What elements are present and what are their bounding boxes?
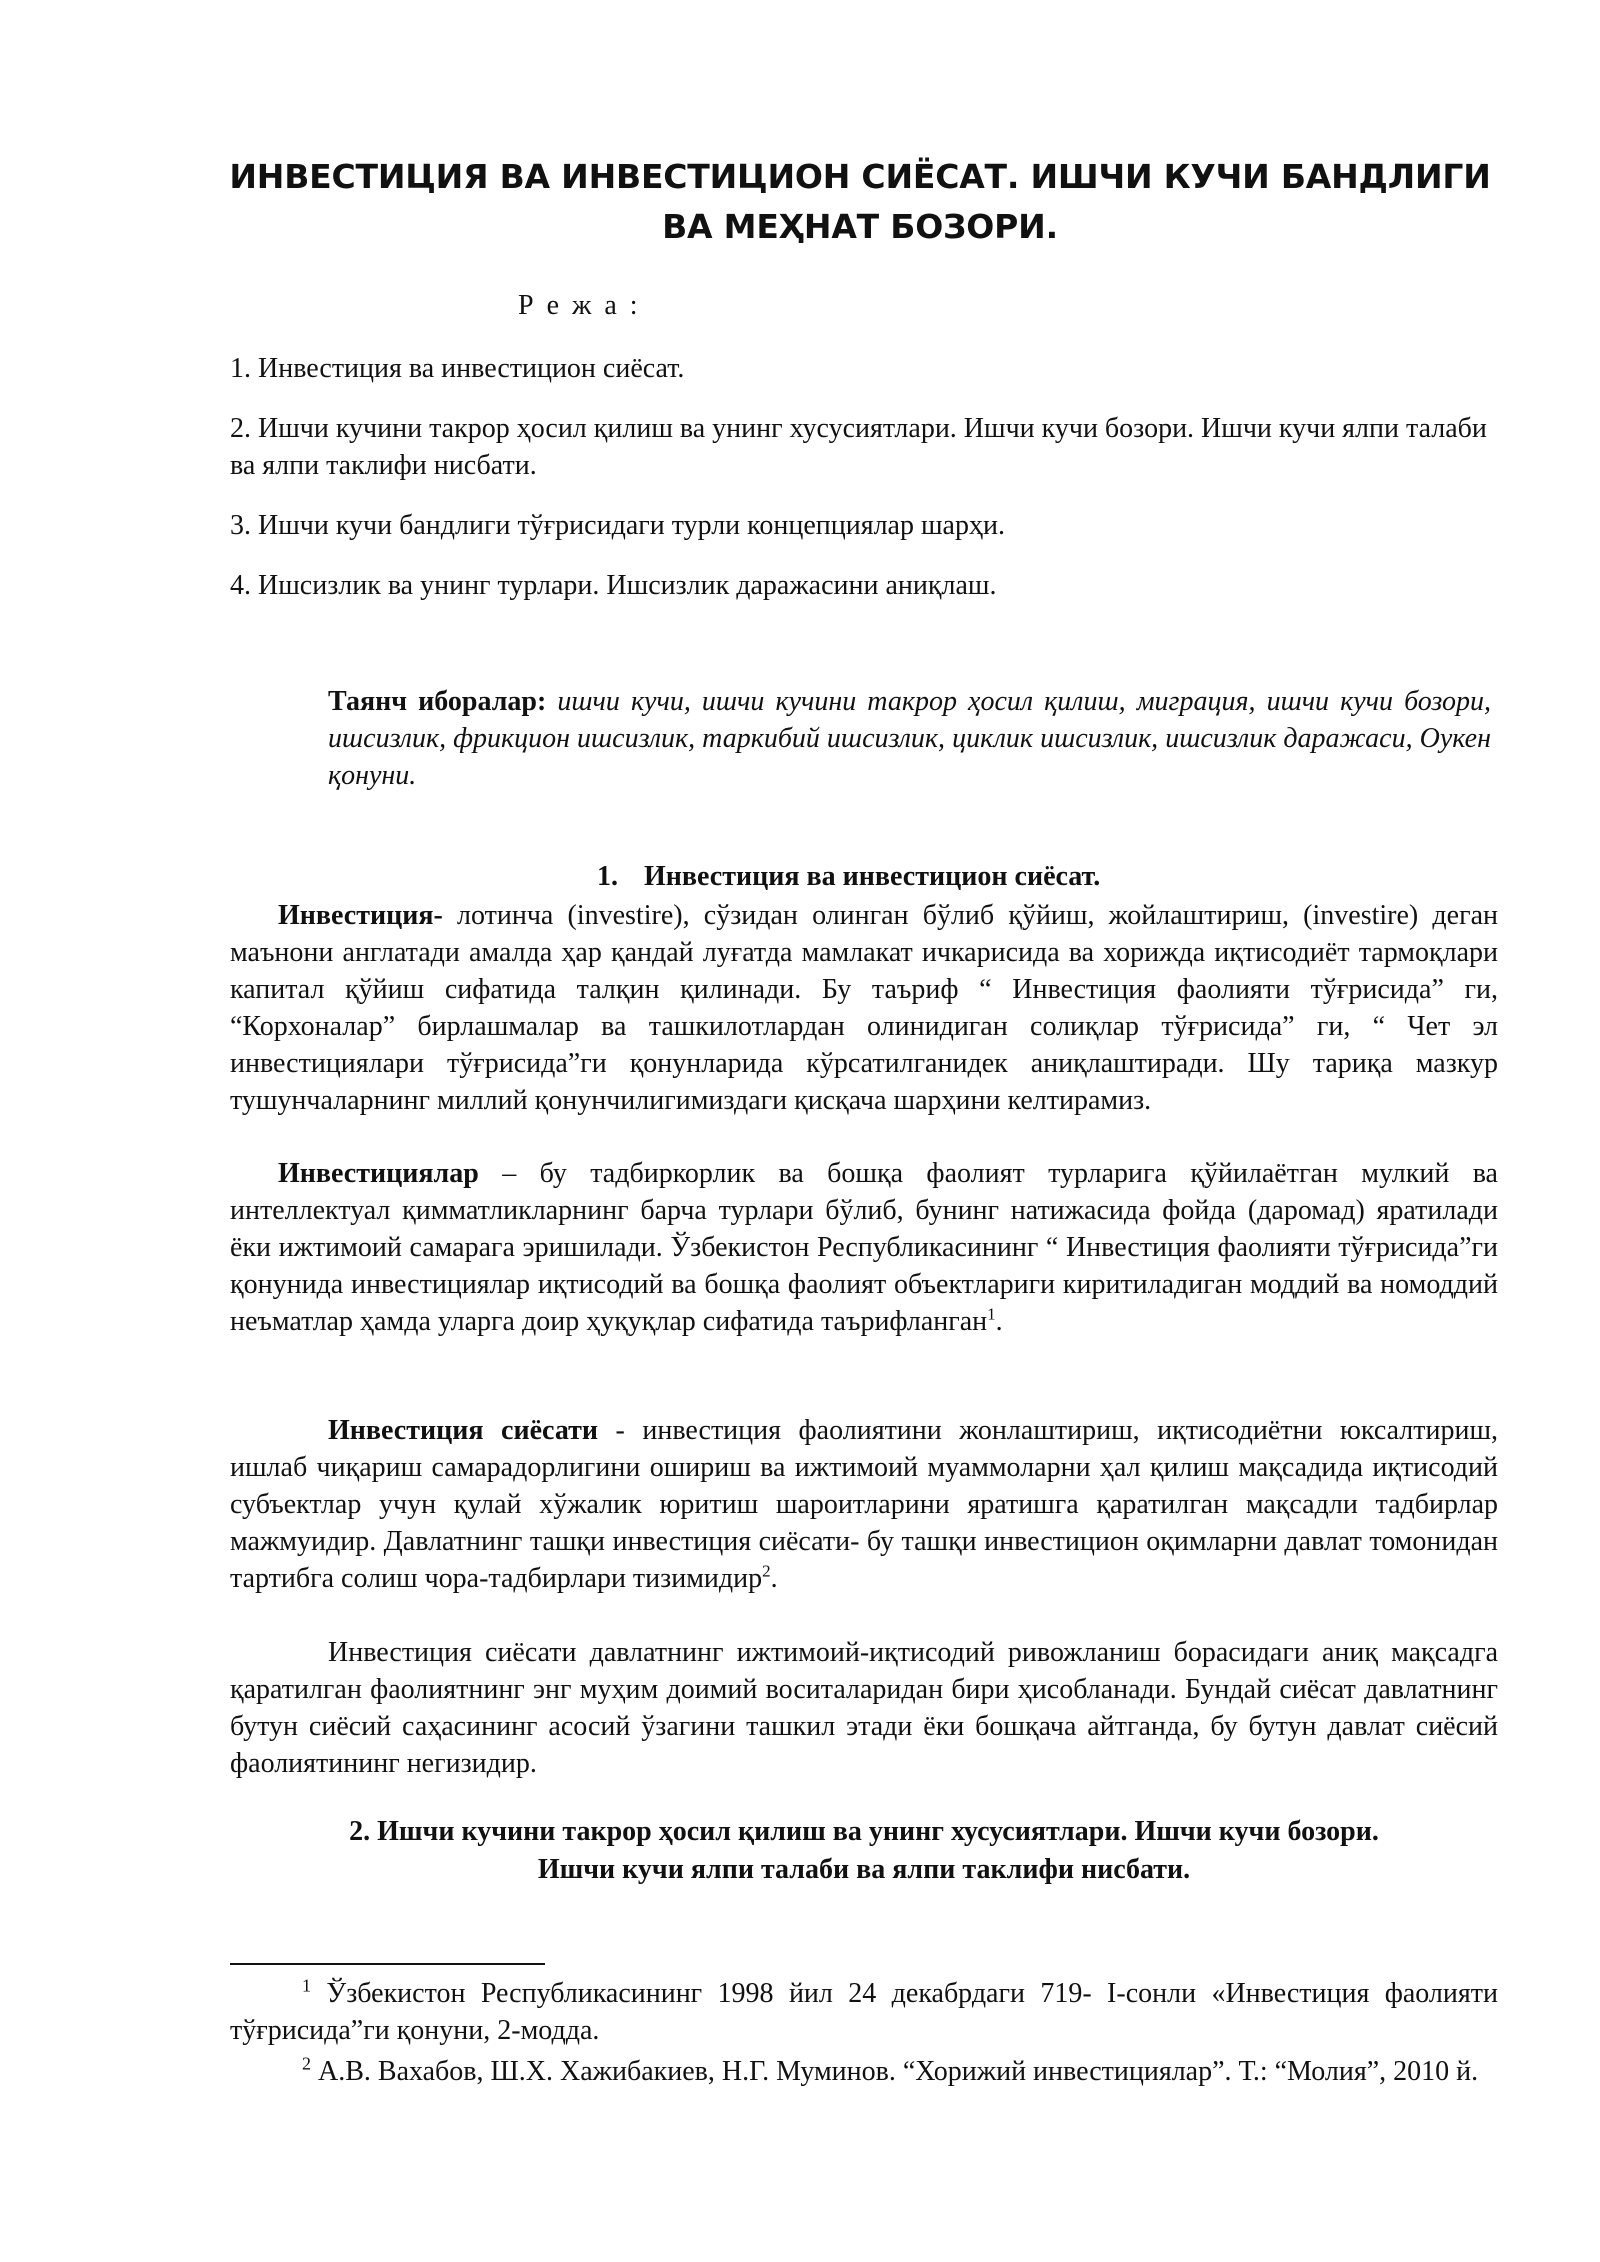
paragraph	[230, 1155, 1498, 1340]
footnote-separator	[230, 1963, 545, 1965]
paragraph-text: - инвестиция фаолиятини жонлаштириш, иқтисодиётни юксалтириш, ишлаб чиқариш самарадорлигини ошириш ва ижтимоий муаммоларни ҳал қилиш мақсадида иқтисодий субъектлар учун қулай хўжалик юритиш шароитларини яратишга қаратилган мақсадли тадбирлар мажмуидир. Давлатнинг ташқи инвестиция сиёсати- бу ташқи инвестицион оқимларни давлат томонидан тартибга солиш чора-тадбирлари тизимидир	[230, 1415, 1499, 1594]
footnote-mark: 2	[302, 2053, 311, 2074]
key-terms-label: Таянч иборалар:	[328, 686, 547, 717]
section-title: Инвестиция ва инвестицион сиёсат.	[644, 861, 1101, 892]
paragraph-end: .	[770, 1563, 778, 1594]
key-terms	[328, 683, 1491, 794]
paragraph-end: .	[995, 1306, 1003, 1337]
paragraph	[230, 1412, 1498, 1597]
paragraph-term: Инвестициялар	[278, 1158, 479, 1189]
plan-item: 4. Ишсизлик ва унинг турлари. Ишсизлик даражасини аниқлаш.	[230, 570, 997, 601]
footnote	[230, 1975, 1498, 2049]
section-2-heading	[230, 1813, 1498, 1889]
paragraph: Инвестиция сиёсати давлатнинг ижтимоий-иқтисодий ривожланиш борасидаги аниқ мақсадга қаратилган фаолиятнинг энг муҳим доимий воситаларидан бири ҳисобланади. Бундай сиёсат давлатнинг бутун сиёсий саҳасининг асосий ўзагини ташкил этади ёки бошқача айтганда, бу бутун давлат сиёсий фаолиятининг негизидир.	[230, 1637, 1498, 1779]
plan-item: 3. Ишчи кучи бандлиги тўғрисидаги турли концепциялар шарҳи.	[230, 510, 1005, 541]
plan-item: 2. Ишчи кучини такрор ҳосил қилиш ва унинг хусусиятлари. Ишчи кучи бозори. Ишчи кучи ялпи талаби ва ялпи таклифи нисбати.	[230, 413, 1487, 481]
paragraph	[230, 897, 1498, 1119]
footnote-mark: 1	[302, 1975, 311, 1996]
footnote-text: А.В. Вахабов, Ш.Х. Хажибакиев, Н.Г. Муминов. “Хорижий инвестициялар”. Т.: “Молия”, 2010 й.	[311, 2056, 1479, 2087]
paragraph-term: Инвестиция сиёсати	[328, 1415, 598, 1446]
section-1-heading	[597, 861, 1100, 893]
section-2-heading-line: 2. Ишчи кучини такрор ҳосил қилиш ва унинг хусусиятлари. Ишчи кучи бозори.	[349, 1816, 1379, 1847]
paragraph-text: лотинча (investire), сўзидан олинган бўлиб қўйиш, жойлаштириш, (investire) деган маънони англатади амалда ҳар қандай луғатда мамлакат ичкарисида ва хорижда иқтисодиёт тармоқлари капитал қўйиш сифатида талқин қилинади. Бу таъриф “ Инвестиция фаолияти тўғрисида” ги, “Корхоналар” бирлашмалар ва ташкилотлардан олинидиган солиқлар тўғрисида” ги, “ Чет эл инвестициялари тўғрисида”ги қонунларида кўрсатилганидек аниқлаштиради. Шу тариқа мазкур тушунчаларнинг миллий қонунчилигимиздаги қисқача шарҳини келтирамиз.	[230, 900, 1498, 1116]
document-title: ИНВЕСТИЦИЯ ВА ИНВЕСТИЦИОН СИЁСАТ. ИШЧИ КУЧИ БАНДЛИГИ ВА МЕҲНАТ БОЗОРИ.	[229, 157, 1491, 246]
plan-list	[230, 350, 1498, 627]
section-number: 1.	[597, 861, 618, 892]
key-terms-text: ишчи кучи, ишчи кучини такрор ҳосил қилиш, миграция, ишчи кучи бозори, ишсизлик, фрикцион ишсизлик, таркибий ишсизлик, циклик ишсизлик, ишсизлик даражаси, Оукен қонуни.	[328, 686, 1491, 791]
section-2-heading-line: Ишчи кучи ялпи талаби ва ялпи таклифи нисбати.	[537, 1854, 1191, 1885]
footnote-ref[interactable]: 1	[987, 1304, 996, 1324]
footnote-ref[interactable]: 2	[762, 1561, 771, 1581]
footnote-text: Ўзбекистон Республикасининг 1998 йил 24 декабрдаги 719- I-сонли «Инвестиция фаолияти тўғрисида”ги қонуни, 2-модда.	[230, 1978, 1498, 2046]
paragraph-term: Инвестиция-	[278, 900, 443, 931]
footnote	[230, 2053, 1498, 2090]
paragraph-text: – бу тадбиркорлик ва бошқа фаолият турларига қўйилаётган мулкий ва интеллектуал қимматликларнинг барча турлари бўлиб, бунинг натижасида фойда (даромад) яратилади ёки ижтимоий самарага эришилади. Ўзбекистон Республикасининг “ Инвестиция фаолияти тўғрисида”ги қонунида инвестициялар иқтисодий ва бошқа фаолият объектлариги киритиладиган моддий ва номоддий неъматлар ҳамда уларга доир ҳуқуқлар сифатида таърифланган	[230, 1158, 1498, 1337]
plan-item: 1. Инвестиция ва инвестицион сиёсат.	[230, 353, 685, 384]
plan-heading: Р е ж а :	[518, 290, 641, 321]
